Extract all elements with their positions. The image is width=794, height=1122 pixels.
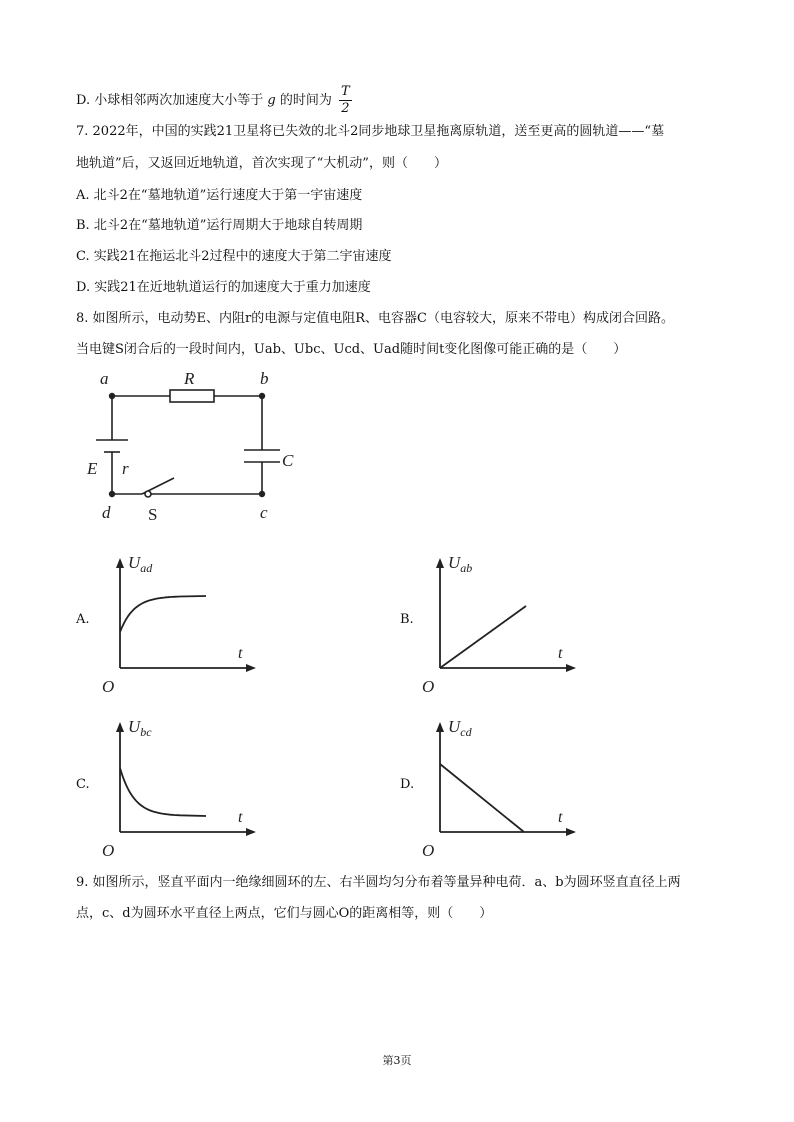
x-axis-label: t xyxy=(558,809,563,826)
q8-stem-line1: 8. 如图所示，电动势E、内阻r的电源与定值电阻R、电容器C（电容较大，原来不带电）构成闭合回路。 xyxy=(76,311,674,326)
x-arrow xyxy=(246,828,256,836)
y-axis-label: $U_{ab}$ xyxy=(448,553,473,575)
q9-stem-line1: 9. 如图所示，竖直平面内一绝缘细圆环的左、右半圆均匀分布着等量异种电荷．a、b为圆环竖直直径上两 xyxy=(76,875,681,890)
q8-stem-line2: 当电键S闭合后的一段时间内，Uab、Ubc、Ucd、Uad随时间t变化图像可能正确的是（ ） xyxy=(76,342,627,357)
x-axis-label: t xyxy=(558,645,563,662)
y-axis-label-subscript: ab xyxy=(460,561,473,575)
q8-graph-d xyxy=(416,712,586,862)
node-c xyxy=(259,491,265,497)
q7-option-c: C. 实践21在拖运北斗2过程中的速度大于第二宇宙速度 xyxy=(76,249,392,264)
x-arrow xyxy=(566,664,576,672)
node-a xyxy=(109,393,115,399)
resistor-r xyxy=(170,390,214,402)
y-axis-label: $U_{cd}$ xyxy=(448,717,472,739)
y-axis-label-subscript: bc xyxy=(140,725,152,739)
label-r: r xyxy=(122,459,129,478)
origin-label: O xyxy=(422,841,435,860)
y-axis-label: $U_{ad}$ xyxy=(128,553,153,575)
q8-option-b-label: B. xyxy=(400,612,414,627)
label-E: E xyxy=(87,459,98,478)
label-R: R xyxy=(184,369,195,388)
q7-stem-line2: 地轨道”后，又返回近地轨道，首次实现了“大机动”，则（ ） xyxy=(76,156,447,171)
switch-contact xyxy=(145,491,151,497)
y-arrow xyxy=(116,722,124,732)
q7-option-a: A. 北斗2在“墓地轨道”运行速度大于第一宇宙速度 xyxy=(76,188,363,203)
x-arrow xyxy=(566,828,576,836)
origin-label: O xyxy=(102,841,115,860)
x-axis-label: t xyxy=(238,809,243,826)
q6-fraction xyxy=(339,84,352,117)
q7-stem-line1: 7. 2022年，中国的实践21卫星将已失效的北斗2同步地球卫星拖离原轨道，送至更高的圆轨道——“墓 xyxy=(76,124,665,139)
q8-graph-a xyxy=(96,548,266,698)
label-c: c xyxy=(260,503,268,522)
label-b: b xyxy=(260,369,269,388)
origin-label: O xyxy=(422,677,435,696)
fraction-denominator: 2 xyxy=(341,101,350,116)
fraction-numerator: T xyxy=(341,84,350,99)
y-axis-label-subscript: ad xyxy=(140,561,153,575)
y-arrow xyxy=(116,558,124,568)
q6-option-d-mid: 的时间为 xyxy=(279,93,332,108)
q7-option-b: B. 北斗2在“墓地轨道”运行周期大于地球自转周期 xyxy=(76,218,363,233)
node-b xyxy=(259,393,265,399)
q6-option-d-text: D. 小球相邻两次加速度大小等于 xyxy=(76,93,264,108)
y-arrow xyxy=(436,722,444,732)
x-arrow xyxy=(246,664,256,672)
origin-label: O xyxy=(102,677,115,696)
label-a: a xyxy=(100,369,109,388)
y-arrow xyxy=(436,558,444,568)
q9-stem-line2: 点，c、d为圆环水平直径上两点，它们与圆心O的距离相等，则（ ） xyxy=(76,906,493,921)
y-axis-label: $U_{bc}$ xyxy=(128,717,152,739)
page-footer: 第3页 xyxy=(382,1054,412,1067)
graph-curve xyxy=(120,768,206,816)
q6-option-d xyxy=(76,84,352,117)
q7-option-d: D. 实践21在近地轨道运行的加速度大于重力加速度 xyxy=(76,280,371,295)
q8-option-c-label: C. xyxy=(76,777,90,792)
q8-graph-c xyxy=(96,712,266,862)
label-d: d xyxy=(102,503,111,522)
graph-curve xyxy=(440,764,524,832)
label-C: C xyxy=(282,451,294,470)
graph-curve xyxy=(120,596,206,632)
q8-option-a-label: A. xyxy=(76,612,90,627)
y-axis-label-subscript: cd xyxy=(460,725,472,739)
q8-option-d-label: D. xyxy=(400,777,415,792)
node-d xyxy=(109,491,115,497)
graph-curve xyxy=(440,606,526,668)
x-axis-label: t xyxy=(238,645,243,662)
circuit-diagram xyxy=(78,368,308,532)
q6-var-g: g xyxy=(267,93,276,108)
q8-graph-b xyxy=(416,548,586,698)
label-S: S xyxy=(148,505,158,524)
